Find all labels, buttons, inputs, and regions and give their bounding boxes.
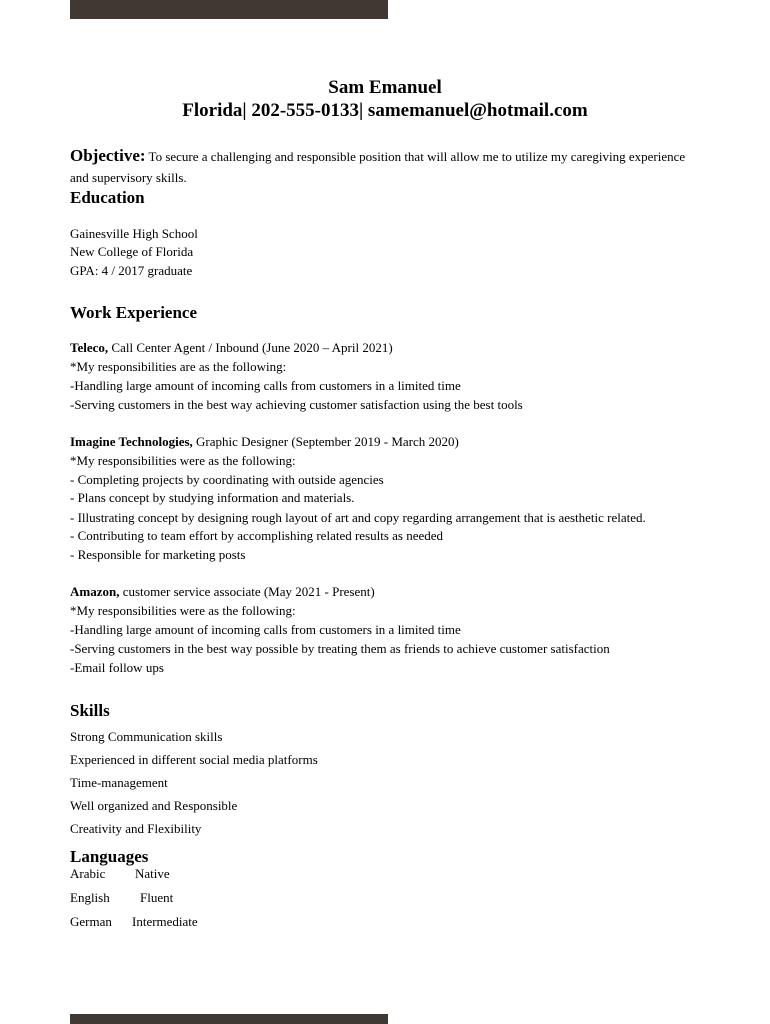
job-title-line	[70, 434, 459, 450]
skill-item: Time-management	[70, 775, 168, 790]
job-company: Teleco,	[70, 340, 109, 355]
skill-item: Creativity and Flexibility	[70, 821, 202, 836]
language-row	[70, 914, 198, 930]
job-title: Graphic Designer (September 2019 - March 2020)	[192, 434, 459, 449]
language-level: Intermediate	[132, 914, 198, 929]
education-line: Gainesville High School	[70, 226, 198, 241]
language-row	[70, 866, 170, 882]
skill-item: Well organized and Responsible	[70, 798, 238, 813]
bottom-decorative-bar	[70, 1014, 388, 1024]
languages-heading: Languages	[70, 847, 149, 866]
candidate-name: Sam Emanuel	[328, 77, 442, 98]
job-duty: -Email follow ups	[70, 660, 164, 675]
job-duty: *My responsibilities were as the following:	[70, 603, 296, 618]
skill-item: Experienced in different social media platforms	[70, 752, 318, 767]
language-row	[70, 890, 173, 906]
language-level: Fluent	[140, 890, 174, 905]
language-name: Arabic	[70, 866, 106, 881]
skill-item: Strong Communication skills	[70, 729, 223, 744]
job-duty: - Responsible for marketing posts	[70, 547, 246, 562]
skills-heading: Skills	[70, 701, 110, 720]
education-heading: Education	[70, 188, 145, 207]
top-decorative-bar	[70, 0, 388, 19]
job-company: Amazon,	[70, 584, 120, 599]
objective-section	[70, 145, 700, 188]
job-title: customer service associate (May 2021 - Present)	[119, 584, 375, 599]
job-duty: *My responsibilities are as the following:	[70, 359, 287, 374]
job-duty: - Completing projects by coordinating with outside agencies	[70, 472, 384, 487]
job-title-line	[70, 584, 375, 600]
objective-label: Objective:	[70, 146, 146, 165]
education-line: GPA: 4 / 2017 graduate	[70, 263, 193, 278]
job-duty: - Illustrating concept by designing rough layout of art and copy regarding arrangement that is aesthetic related.	[70, 510, 646, 525]
job-duty: -Handling large amount of incoming calls from customers in a limited time	[70, 622, 461, 637]
job-duty: *My responsibilities were as the following:	[70, 453, 296, 468]
job-duty: -Serving customers in the best way possible by treating them as friends to achieve customer satisfaction	[70, 641, 610, 656]
objective-text: To secure a challenging and responsible position that will allow me to utilize my caregiving experience and supervisory skills.	[70, 149, 686, 185]
job-duty: -Handling large amount of incoming calls from customers in a limited time	[70, 378, 461, 393]
job-title: Call Center Agent / Inbound (June 2020 – April 2021)	[108, 340, 393, 355]
language-name: English	[70, 890, 110, 905]
contact-info: Florida| 202-555-0133| samemanuel@hotmail.com	[182, 100, 588, 121]
job-duty: - Plans concept by studying information and materials.	[70, 490, 355, 505]
language-level: Native	[135, 866, 170, 881]
work-experience-heading: Work Experience	[70, 303, 198, 322]
job-duty: - Contributing to team effort by accomplishing related results as needed	[70, 528, 444, 543]
job-company: Imagine Technologies,	[70, 434, 193, 449]
language-name: German	[70, 914, 112, 929]
education-line: New College of Florida	[70, 244, 194, 259]
job-duty: -Serving customers in the best way achieving customer satisfaction using the best tools	[70, 397, 523, 412]
job-title-line	[70, 340, 393, 356]
